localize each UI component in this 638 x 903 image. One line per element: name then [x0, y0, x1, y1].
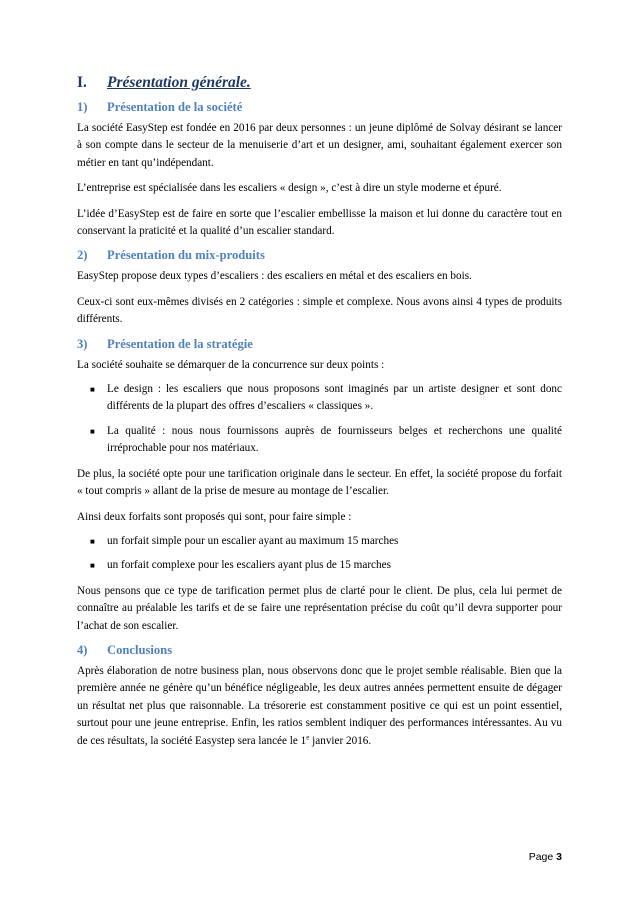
section-title: Présentation générale. [107, 74, 251, 91]
paragraph: Nous pensons que ce type de tarification permet plus de clarté pour le client. De plus, cela lui permet de connaître au préalable les tarifs et de se faire une représentation précise du coût qu’il devra supporter pour l’achat de son escalier. [77, 584, 562, 632]
paragraph: L’idée d’EasyStep est de faire en sorte que l’escalier embellisse la maison et lui donne du caractère tout en conservant la praticité et la qualité d’un escalier standard. [77, 207, 562, 238]
list-item-text: La qualité : nous nous fournissons auprès de fournisseurs belges et recherchons une qualité irréprochable pour nos matériaux. [107, 424, 562, 455]
subsection-heading-4 [77, 643, 562, 658]
subsection-title: Présentation de la société [107, 100, 243, 114]
paragraph: La société souhaite se démarquer de la concurrence sur deux points : [77, 358, 385, 371]
page-content [77, 74, 562, 758]
paragraph: Ainsi deux forfaits sont proposés qui sont, pour faire simple : [77, 510, 352, 523]
paragraph: La société EasyStep est fondée en 2016 par deux personnes : un jeune diplômé de Solvay désirant se lancer à son compte dans le secteur de la menuiserie d’art et un designer, ami, souhaitant également exercer son métier en tant qu’indépendant. [77, 122, 562, 169]
conclusion-text-end: janvier 2016. [309, 734, 372, 747]
bullet-icon: ■ [90, 536, 95, 546]
subsection-number: 3) [77, 336, 88, 351]
list-item-text: Le design : les escaliers que nous proposons sont imaginés par un artiste designer et sont donc différents de la plupart des offres d’escaliers « classiques ». [107, 383, 562, 413]
paragraph: EasyStep propose deux types d’escaliers : des escaliers en métal et des escaliers en bois. [77, 270, 472, 283]
section-heading [77, 74, 562, 92]
list-item [77, 557, 562, 574]
bullet-list [77, 381, 562, 458]
list-item [77, 423, 562, 458]
paragraph [77, 663, 562, 750]
page-footer [529, 851, 562, 863]
bullet-icon: ■ [90, 426, 95, 436]
paragraph: Ceux-ci sont eux-mêmes divisés en 2 catégories : simple et complexe. Nous avons ainsi 4 types de produits différents. [77, 295, 562, 326]
subsection-title: Présentation du mix-produits [107, 248, 265, 263]
subsection-heading-2 [77, 248, 562, 263]
list-item [77, 381, 562, 416]
superscript: e [306, 732, 310, 741]
subsection-number: 4) [77, 642, 88, 657]
bullet-icon: ■ [90, 385, 95, 395]
conclusion-text: Après élaboration de notre business plan, nous observons donc que le projet semble réalisable. Bien que la première année ne génère qu’un bénéfice négligeable, les deux autres années permettent ensuite de dégager un résultat net plus que raisonnable. La trésorerie est constamment positive ce qui est un point essentiel, surtout pour une jeune entreprise. Enfin, les ratios semblent indiquer des performances intéressantes. Au vu de ces résultats, la société Easystep sera lancée le 1 [77, 664, 562, 747]
bullet-list [77, 533, 562, 575]
subsection-title: Conclusions [107, 642, 173, 657]
paragraph: L’entreprise est spécialisée dans les escaliers « design », c’est à dire un style moderne et épuré. [77, 182, 502, 195]
section-number: I. [77, 74, 87, 91]
paragraph: De plus, la société opte pour une tarification originale dans le secteur. En effet, la société propose du forfait « tout compris » allant de la prise de mesure au montage de l’escalier. [77, 467, 562, 498]
subsection-title: Présentation de la stratégie [107, 336, 253, 351]
page-label: Page [528, 851, 554, 863]
list-item-text: un forfait complexe pour les escaliers ayant plus de 15 marches [107, 559, 391, 572]
bullet-icon: ■ [90, 561, 95, 571]
list-item-text: un forfait simple pour un escalier ayant au maximum 15 marches [107, 534, 399, 547]
subsection-number: 1) [77, 100, 88, 114]
subsection-heading-3 [77, 337, 562, 352]
subsection-number: 2) [77, 248, 88, 263]
subsection-heading-1 [77, 100, 562, 115]
page-number: 3 [556, 851, 562, 863]
list-item [77, 533, 562, 550]
